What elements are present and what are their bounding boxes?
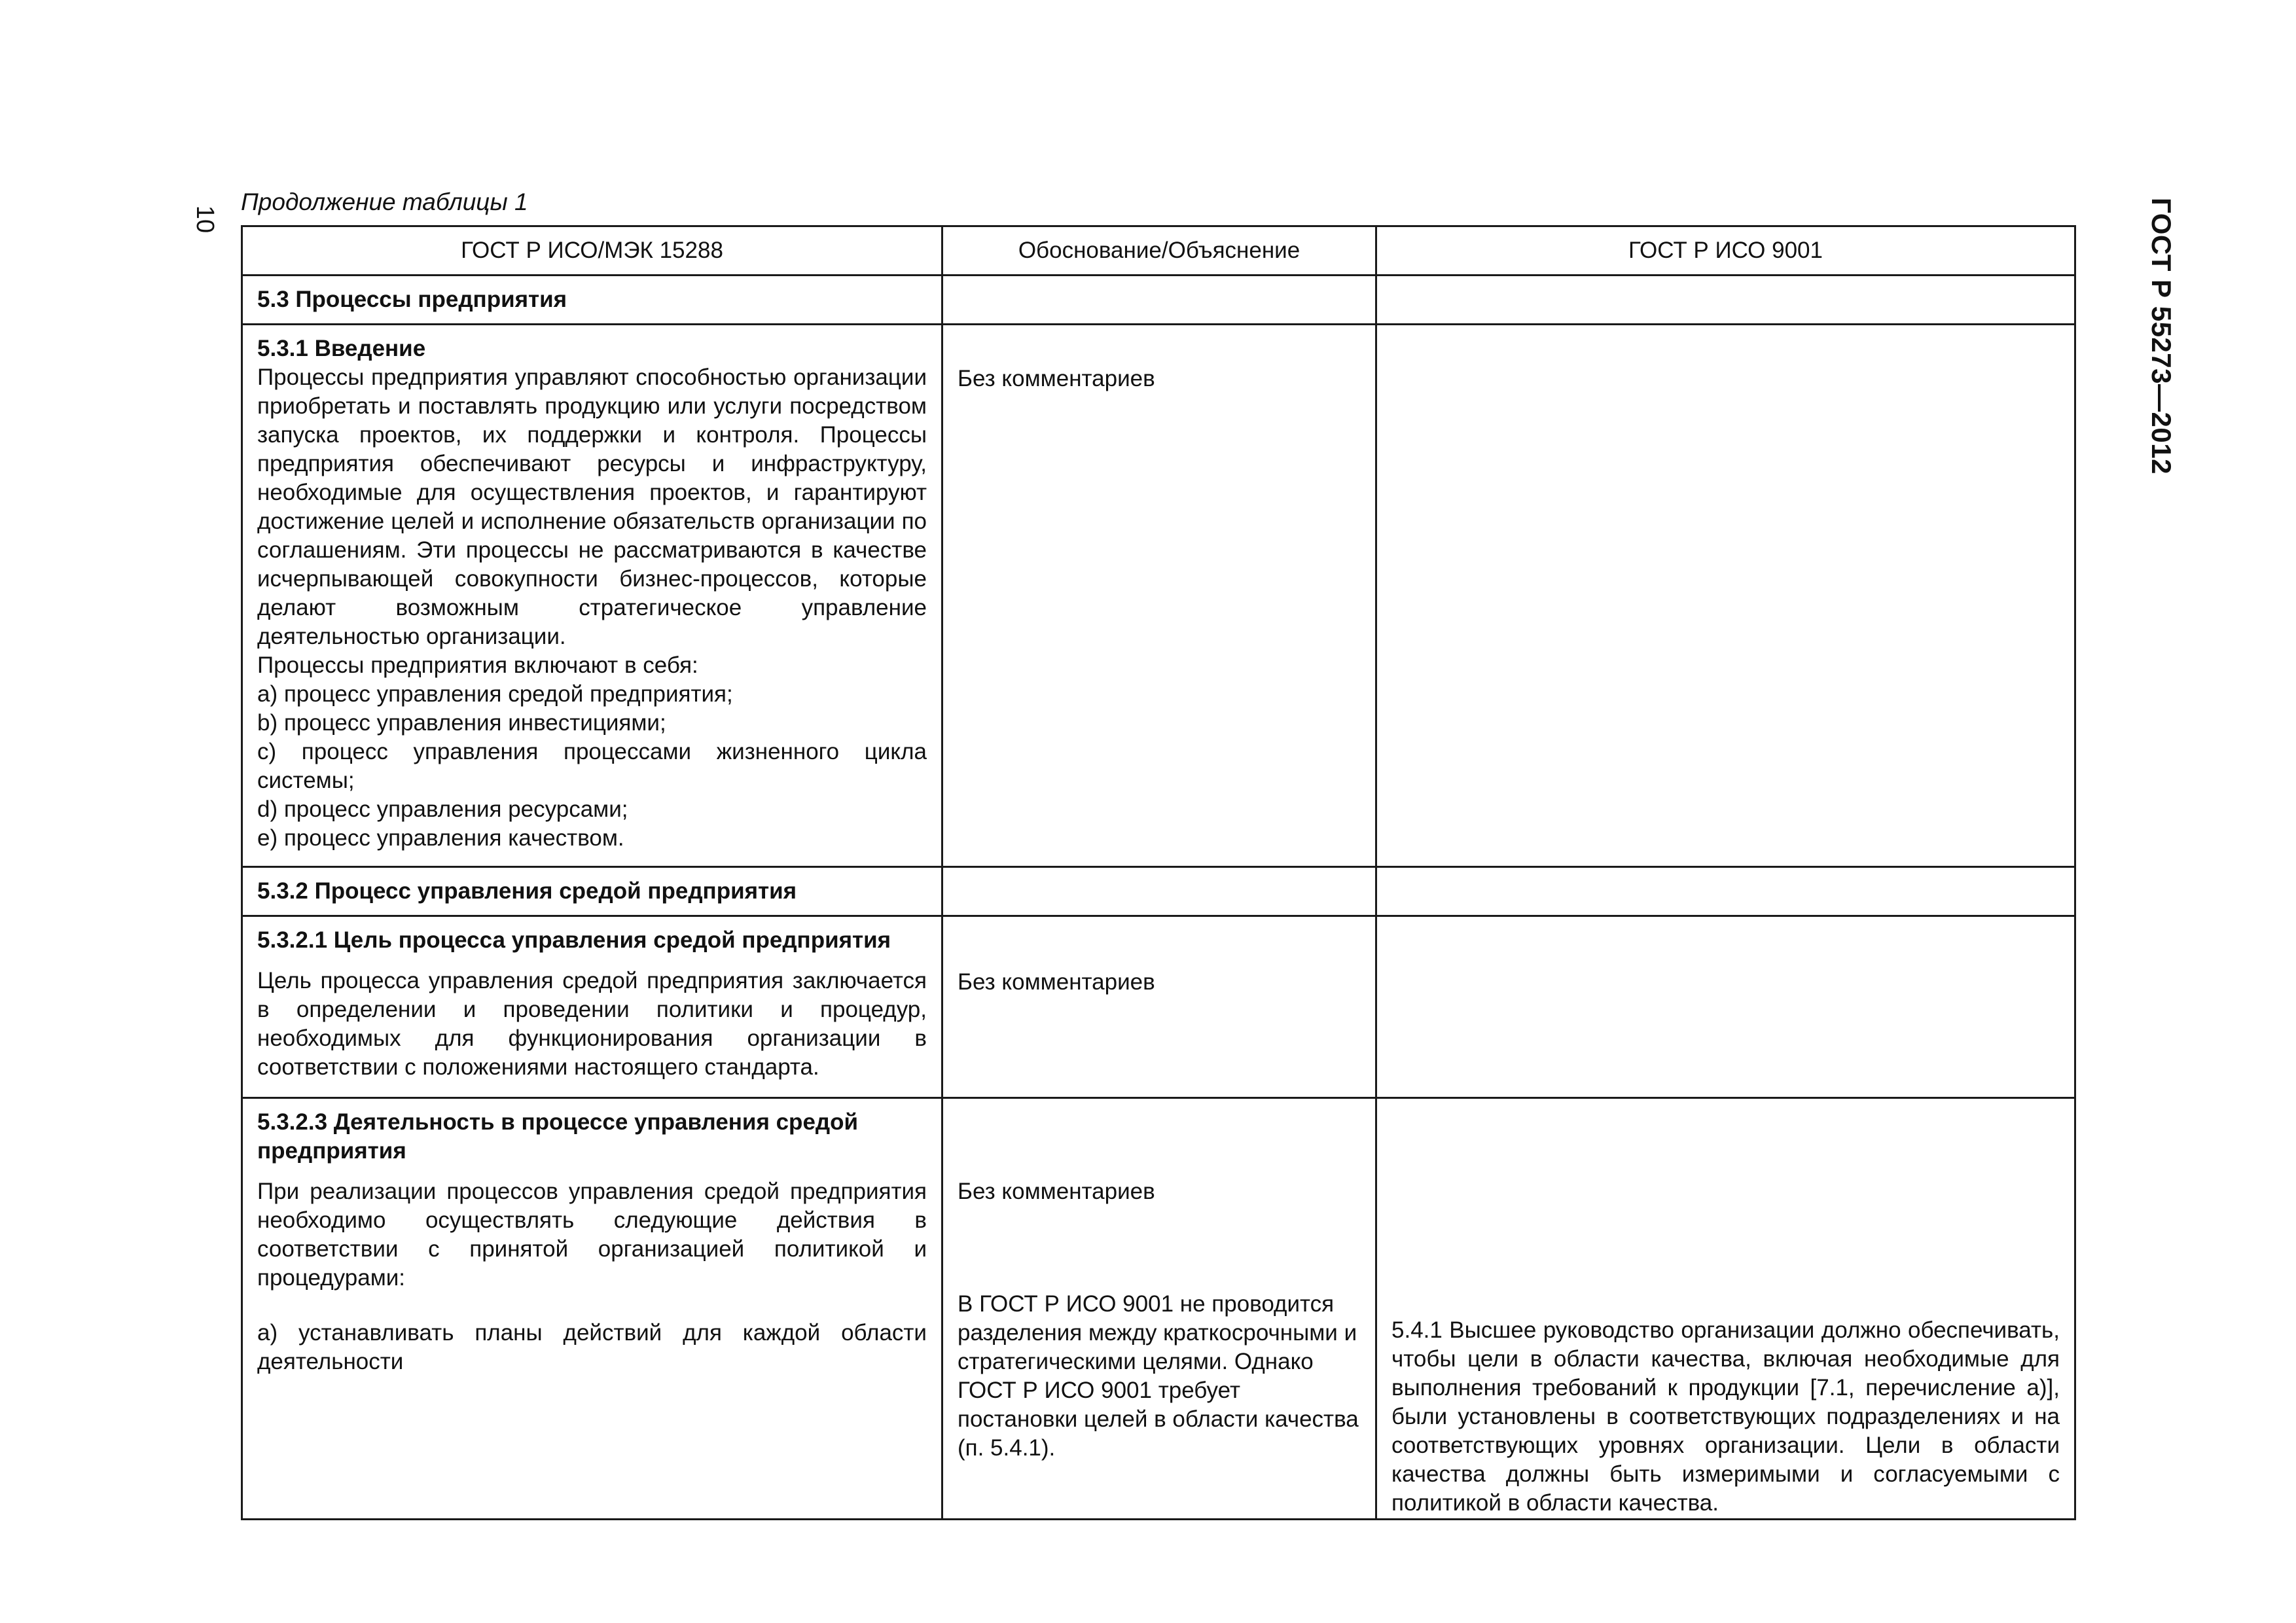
section-5-3-2-3-comment: Без комментариев [958, 1179, 1155, 1204]
section-5-3-2-1-paragraph: Цель процесса управления средой предприятия заключается в определении и проведении политики и процедур, необходимых для функционирования организации в соответствии с положениями настоящего стандарта. [257, 968, 927, 1080]
table-cell [942, 867, 1376, 916]
list-item: b) процесс управления инвестициями; [257, 710, 666, 736]
table-row [242, 916, 2075, 1098]
list-item: a) процесс управления средой предприятия; [257, 681, 733, 707]
section-5-3-2-3-paragraph: При реализации процессов управления средой предприятия необходимо осуществлять следующие действия в соответствии с принятой организацией политикой и процедурами: [257, 1179, 927, 1291]
section-5-3-2-3-iso9001-cell [1376, 1098, 2075, 1520]
header-gost-9001: ГОСТ Р ИСО 9001 [1376, 226, 2075, 276]
section-5-3-1-paragraph: Процессы предприятия управляют способностью организации приобретать и поставлять продукцию или услуги посредством запуска проектов, их поддержки и контроля. Процессы предприятия обеспечивают ресурсы и инфраструктуру, необходимые для осуществления проектов, и гарантируют достижение целей и исполнение обязательств организации по соглашениям. Эти процессы не рассматриваются в качестве исчерпывающей совокупности бизнес-процессов, которые делают возможным стратегическое управление деятельностью организации. [257, 365, 927, 649]
section-5-3-title: 5.3 Процессы предприятия [242, 276, 942, 325]
section-5-3-1-comment: Без комментариев [942, 325, 1376, 867]
section-5-3-2-1-title: 5.3.2.1 Цель процесса управления средой предприятия [257, 927, 891, 953]
table-row [242, 276, 2075, 325]
section-5-3-2-3-title: 5.3.2.3 Деятельность в процессе управления средой предприятия [257, 1109, 859, 1164]
section-5-3-2-title: 5.3.2 Процесс управления средой предприятия [242, 867, 942, 916]
list-item: d) процесс управления ресурсами; [257, 796, 628, 822]
comparison-table [241, 225, 2076, 1520]
page-number: 10 [191, 205, 219, 234]
section-5-3-2-3-comment-cell [942, 1098, 1376, 1520]
header-justification: Обоснование/Объяснение [942, 226, 1376, 276]
table-row [242, 1098, 2075, 1520]
section-5-3-2-3-explanation: В ГОСТ Р ИСО 9001 не проводится разделения между краткосрочными и стратегическими целями. Однако ГОСТ Р ИСО 9001 требует постановки целей в области качества (п. 5.4.1). [958, 1291, 1359, 1461]
iso9001-clause-5-4-1: 5.4.1 Высшее руководство организации должно обеспечивать, чтобы цели в области качества, включая необходимые для выполнения требований к продукции [7.1, перечисление а)], были установлены в соответствующих подразделениях и на соответствующих уровнях организации. Цели в области качества должны быть измеримыми и согласуемыми с политикой в области качества. [1391, 1317, 2060, 1516]
table-row [242, 867, 2075, 916]
table-cell [1376, 916, 2075, 1098]
document-code: ГОСТ Р 55273—2012 [2146, 198, 2177, 474]
table-row [242, 325, 2075, 867]
section-5-3-1-list-intro: Процессы предприятия включают в себя: [257, 652, 698, 678]
table-caption: Продолжение таблицы 1 [241, 188, 528, 215]
list-item: e) процесс управления качеством. [257, 825, 624, 851]
section-5-3-2-1-comment: Без комментариев [942, 916, 1376, 1098]
table-cell [1376, 325, 2075, 867]
table-cell [1376, 867, 2075, 916]
section-5-3-1-title: 5.3.1 Введение [257, 336, 426, 361]
table-header-row [242, 226, 2075, 276]
section-5-3-2-1-cell [242, 916, 942, 1098]
section-5-3-2-3-item-a: а) устанавливать планы действий для каждой области деятельности [257, 1320, 927, 1374]
table-cell [942, 276, 1376, 325]
section-5-3-1-cell [242, 325, 942, 867]
list-item: c) процесс управления процессами жизненного цикла системы; [257, 739, 927, 793]
header-gost-15288: ГОСТ Р ИСО/МЭК 15288 [242, 226, 942, 276]
table-cell [1376, 276, 2075, 325]
section-5-3-2-3-cell [242, 1098, 942, 1520]
